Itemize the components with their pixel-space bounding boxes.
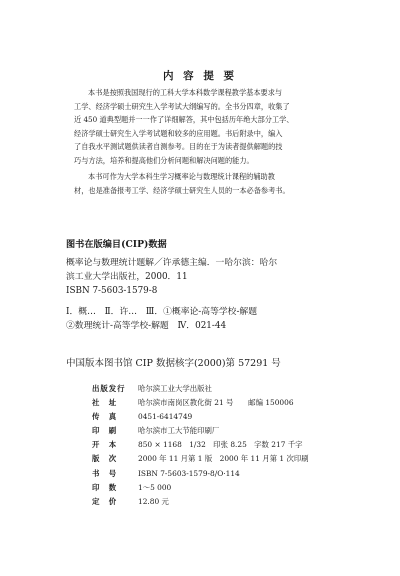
publication-row	[92, 495, 309, 509]
publication-label: 传 真	[92, 412, 118, 422]
summary-line: 材，也是准备报考工学、经济学硕士研究生人员的一本必备参考书。	[74, 185, 290, 195]
summary-line: 本书可作为大学本科生学习概率论与数理统计课程的辅助教	[88, 172, 275, 181]
summary-line: 了自我水平测试题供读者自测参考。目的在于为读者提供解题的技	[74, 142, 283, 152]
publication-value: 哈尔滨工业大学出版社	[138, 384, 212, 393]
cip-heading: 图书在版编目(CIP)数据	[66, 239, 167, 250]
summary-paragraph-2	[74, 170, 380, 197]
publication-row	[92, 396, 309, 410]
cip-number: 中国版本图书馆 CIP 数据核字(2000)第 57291 号	[66, 358, 281, 369]
cip-line: Ⅰ．概… Ⅱ．许… Ⅲ．①概率论-高等学校-解题	[66, 307, 258, 317]
summary-title: 内 容 提 要	[163, 70, 237, 82]
publication-row	[92, 382, 309, 396]
publication-row	[92, 467, 309, 481]
publication-row	[92, 481, 309, 495]
publication-row	[92, 438, 309, 452]
publication-info	[92, 382, 309, 509]
publication-label: 印 数	[92, 482, 118, 492]
publication-value: 0451-6414749	[138, 412, 193, 422]
publication-label: 出版发行	[92, 384, 126, 393]
summary-line: 工学、经济学硕士研究生入学考试大纲编写的。全书分四章，收集了	[74, 101, 290, 111]
publication-label: 定 价	[92, 496, 118, 506]
publication-value: 哈尔滨市南岗区教化街 21 号 邮编 150006	[138, 398, 294, 408]
publication-label: 书 号	[92, 468, 118, 478]
publication-row	[92, 410, 309, 424]
publication-label: 社 址	[92, 398, 118, 408]
cip-line: ②数理统计-高等学校-解题 Ⅳ．021-44	[66, 321, 227, 332]
publication-value: 哈尔滨市工大节能印刷厂	[138, 426, 220, 436]
publication-value: 1～5 000	[138, 482, 172, 492]
publication-row	[92, 452, 309, 466]
publication-value: 2000 年 11 月第 1 版 2000 年 11 月第 1 次印刷	[138, 454, 309, 464]
publication-row	[92, 424, 309, 438]
summary-line: 巧与方法，培养和提高他们分析问题和解决问题的能力。	[74, 155, 254, 165]
summary-line: 本书是按照我国现行的工科大学本科数学课程教学基本要求与	[88, 88, 283, 97]
cip-line: 概率论与数理统计题解／许承德主编．一哈尔滨：哈尔	[66, 258, 278, 268]
publication-value: 850 × 1168 1/32 印张 8.25 字数 217 千字	[138, 440, 303, 450]
cip-line: 滨工业大学出版社，2000．11	[66, 272, 188, 283]
cip-classification	[66, 305, 257, 333]
summary-line: 近 450 道典型题并一一作了详细解答，其中包括历年绝大部分工学、	[74, 115, 294, 125]
publication-value: ISBN 7-5603-1579-8/O·114	[138, 468, 240, 478]
publication-label: 印 刷	[92, 426, 118, 436]
summary-paragraph-1	[74, 86, 380, 168]
publication-label: 版 次	[92, 454, 118, 464]
publication-value: 12.80 元	[138, 496, 169, 506]
publication-label: 开 本	[92, 440, 118, 450]
cip-line: ISBN 7-5603-1579-8	[66, 286, 158, 297]
summary-line: 经济学硕士研究生入学考试题和较多的应用题。书后附录中，编入	[74, 128, 283, 138]
cip-record	[66, 256, 277, 299]
